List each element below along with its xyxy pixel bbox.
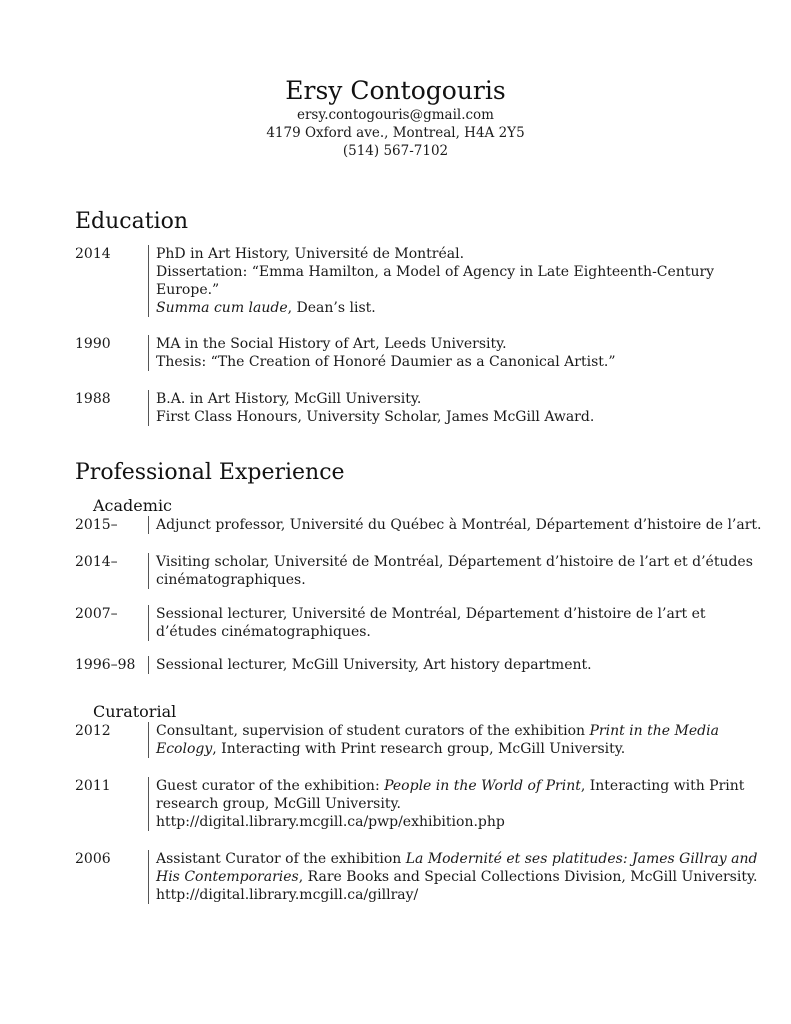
entry-line: d’études cinématographiques.: [156, 624, 371, 640]
entry-line: Summa cum laude, Dean’s list.: [156, 300, 376, 316]
entry-body: [148, 722, 719, 758]
entry-year: 2014–: [75, 554, 118, 570]
resume-header: [0, 76, 791, 160]
entry-body: [148, 777, 744, 831]
entry-year: 2007–: [75, 606, 118, 622]
entry-line: Guest curator of the exhibition: People in the World of Print, Interacting with Print: [156, 778, 745, 794]
entry-line: Ecology, Interacting with Print research group, McGill University.: [156, 741, 626, 757]
entry-line: Europe.”: [156, 282, 220, 298]
entry-line: Thesis: “The Creation of Honoré Daumier as a Canonical Artist.”: [156, 354, 616, 370]
entry-body: [148, 553, 753, 589]
honours-italic: Summa cum laude: [156, 300, 288, 316]
exhibition-title: Print in the Media: [589, 723, 719, 739]
entry-body: [148, 335, 616, 371]
entry-year: 2006: [75, 851, 111, 867]
entry-body: [148, 850, 757, 904]
contact-phone: (514) 567-7102: [342, 143, 449, 159]
exhibition-url: http://digital.library.mcgill.ca/pwp/exhibition.php: [156, 814, 505, 830]
exhibition-title: People in the World of Print: [384, 778, 581, 794]
entry-line: First Class Honours, University Scholar, James McGill Award.: [156, 409, 595, 425]
candidate-name: Ersy Contogouris: [285, 76, 506, 105]
entry-line: Assistant Curator of the exhibition La Modernité et ses platitudes: James Gillray and: [156, 851, 758, 867]
entry-year: 2012: [75, 723, 111, 739]
exhibition-title: Ecology: [156, 741, 213, 757]
entry-body: [148, 516, 762, 534]
contact-address: 4179 Oxford ave., Montreal, H4A 2Y5: [266, 125, 525, 141]
exhibition-url: http://digital.library.mcgill.ca/gillray/: [156, 887, 419, 903]
entry-line: PhD in Art History, Université de Montréal.: [156, 246, 465, 262]
education-heading: Education: [75, 209, 189, 234]
entry-year: 1988: [75, 391, 111, 407]
entry-year: 2011: [75, 778, 111, 794]
entry-body: [148, 605, 706, 641]
entry-year: 1990: [75, 336, 111, 352]
entry-year: 1996–98: [75, 657, 136, 673]
entry-line: research group, McGill University.: [156, 796, 401, 812]
curatorial-subheading: Curatorial: [93, 702, 177, 721]
entry-line: B.A. in Art History, McGill University.: [156, 391, 422, 407]
entry-line: Consultant, supervision of student curators of the exhibition Print in the Media: [156, 723, 719, 739]
exhibition-title: La Modernité et ses platitudes: James Gillray and: [405, 851, 758, 867]
entry-line: Sessional lecturer, Université de Montréal, Département d’histoire de l’art et: [156, 606, 706, 622]
entry-body: [148, 656, 592, 674]
entry-line: His Contemporaries, Rare Books and Special Collections Division, McGill University.: [156, 869, 758, 885]
exhibition-title: His Contemporaries: [156, 869, 299, 885]
entry-line: Sessional lecturer, McGill University, Art history department.: [156, 657, 592, 673]
entry-line: MA in the Social History of Art, Leeds University.: [156, 336, 507, 352]
entry-line: Visiting scholar, Université de Montréal, Département d’histoire de l’art et d’études: [156, 554, 753, 570]
entry-line: Dissertation: “Emma Hamilton, a Model of Agency in Late Eighteenth-Century: [156, 264, 715, 280]
academic-subheading: Academic: [93, 496, 173, 515]
entry-body: [148, 390, 594, 426]
entry-line: cinématographiques.: [156, 572, 306, 588]
entry-year: 2014: [75, 246, 111, 262]
experience-heading: Professional Experience: [75, 460, 345, 485]
entry-line: Adjunct professor, Université du Québec à Montréal, Département d’histoire de l’art.: [156, 517, 762, 533]
entry-body: [148, 245, 714, 317]
entry-year: 2015–: [75, 517, 118, 533]
contact-email: ersy.contogouris@gmail.com: [296, 107, 494, 123]
